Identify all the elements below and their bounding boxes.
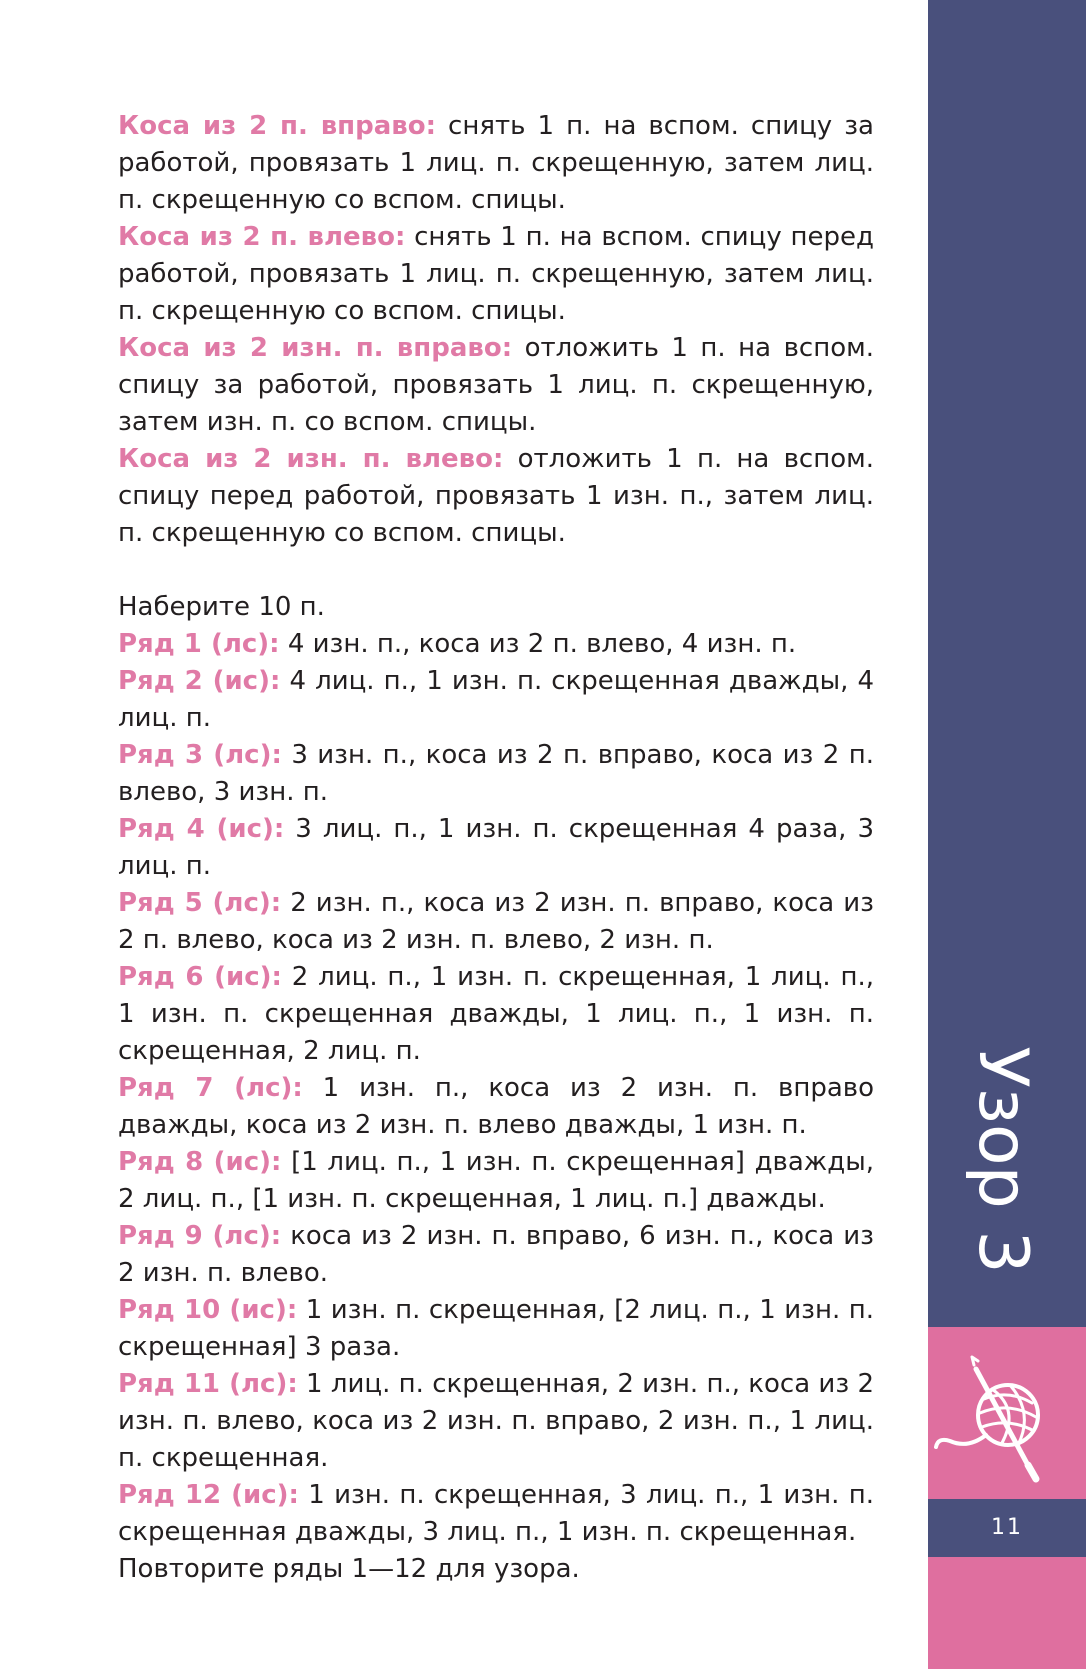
row-instruction-3 bbox=[118, 737, 874, 811]
row-label: Ряд 8 (ис): bbox=[118, 1147, 282, 1177]
row-label: Ряд 12 (ис): bbox=[118, 1480, 299, 1510]
row-instruction-4 bbox=[118, 811, 874, 885]
row-instruction-7 bbox=[118, 1070, 874, 1144]
term-description: отложить 1 п. на вспом. спицу за работой, провязать 1 лиц. п. скрещенную, затем изн. п. со вспом. спицы. bbox=[118, 333, 874, 437]
term-description: отложить 1 п. на вспом. спицу перед работой, провязать 1 изн. п., затем лиц. п. скрещенную со вспом. спицы. bbox=[118, 444, 874, 548]
row-text: 3 изн. п., коса из 2 п. вправо, коса из 2 п. влево, 3 изн. п. bbox=[118, 740, 874, 807]
row-label: Ряд 3 (лс): bbox=[118, 740, 282, 770]
row-label: Ряд 11 (лс): bbox=[118, 1369, 298, 1399]
chapter-sidebar bbox=[928, 0, 1086, 1669]
row-instruction-8 bbox=[118, 1144, 874, 1218]
term-label: Коса из 2 изн. п. влево: bbox=[118, 444, 504, 474]
repeat-instruction: Повторите ряды 1—12 для узора. bbox=[118, 1554, 580, 1584]
row-instruction-9 bbox=[118, 1218, 874, 1292]
row-label: Ряд 7 (лс): bbox=[118, 1073, 303, 1103]
row-instruction-6 bbox=[118, 959, 874, 1070]
term-label: Коса из 2 изн. п. вправо: bbox=[118, 333, 513, 363]
cast-on-instruction: Наберите 10 п. bbox=[118, 592, 325, 622]
row-label: Ряд 5 (лс): bbox=[118, 888, 282, 918]
term-label: Коса из 2 п. влево: bbox=[118, 222, 406, 252]
term-label: Коса из 2 п. вправо: bbox=[118, 111, 436, 141]
paragraph-spacer bbox=[118, 552, 874, 589]
sidebar-bottom-band bbox=[928, 1557, 1086, 1669]
row-text: 1 изн. п. скрещенная, [2 лиц. п., 1 изн. п. скрещенная] 3 раза. bbox=[118, 1295, 874, 1362]
row-text: 1 изн. п. скрещенная, 3 лиц. п., 1 изн. п. скрещенная дважды, 3 лиц. п., 1 изн. п. скрещенная. bbox=[118, 1480, 874, 1547]
chapter-title: Узор 3 bbox=[963, 1046, 1042, 1274]
page-content bbox=[118, 108, 874, 1588]
row-instruction-5 bbox=[118, 885, 874, 959]
row-text: 4 лиц. п., 1 изн. п. скрещенная дважды, 4 лиц. п. bbox=[118, 666, 874, 733]
row-label: Ряд 1 (лс): bbox=[118, 629, 280, 659]
row-label: Ряд 9 (лс): bbox=[118, 1221, 282, 1251]
row-text: 2 изн. п., коса из 2 изн. п. вправо, коса из 2 п. влево, коса из 2 изн. п. влево, 2 изн. п. bbox=[118, 888, 875, 955]
row-label: Ряд 2 (ис): bbox=[118, 666, 281, 696]
row-text: 4 изн. п., коса из 2 п. влево, 4 изн. п. bbox=[279, 629, 797, 659]
row-text: [1 лиц. п., 1 изн. п. скрещенная] дважды, 2 лиц. п., [1 изн. п. скрещенная, 1 лиц. п.] дважды. bbox=[118, 1147, 874, 1214]
row-text: коса из 2 изн. п. вправо, 6 изн. п., коса из 2 изн. п. влево. bbox=[118, 1221, 875, 1288]
row-label: Ряд 4 (ис): bbox=[118, 814, 285, 844]
intro-paragraph-2 bbox=[118, 219, 874, 330]
row-instruction-10 bbox=[118, 1292, 874, 1366]
row-instruction-2 bbox=[118, 663, 874, 737]
row-label: Ряд 6 (ис): bbox=[118, 962, 282, 992]
intro-paragraph-3 bbox=[118, 330, 874, 441]
row-instruction-11 bbox=[118, 1366, 874, 1477]
term-description: снять 1 п. на вспом. спицу за работой, провязать 1 лиц. п. скрещенную, затем лиц. п. скрещенную со вспом. спицы. bbox=[118, 111, 874, 215]
row-text: 3 лиц. п., 1 изн. п. скрещенная 4 раза, 3 лиц. п. bbox=[118, 814, 874, 881]
row-label: Ряд 10 (ис): bbox=[118, 1295, 298, 1325]
page-number: 11 bbox=[991, 1515, 1023, 1540]
yarn-ball-crochet-hook-icon bbox=[928, 1327, 1086, 1499]
row-text: 1 лиц. п. скрещенная, 2 изн. п., коса из 2 изн. п. влево, коса из 2 изн. п. вправо, 2 изн. п., 1 лиц. п. скрещенная. bbox=[118, 1369, 874, 1473]
intro-paragraph-1 bbox=[118, 108, 874, 219]
row-text: 1 изн. п., коса из 2 изн. п. вправо дважды, коса из 2 изн. п. влево дважды, 1 изн. п. bbox=[118, 1073, 875, 1140]
intro-paragraph-4 bbox=[118, 441, 874, 552]
row-instruction-12 bbox=[118, 1477, 874, 1551]
term-description: снять 1 п. на вспом. спицу перед работой, провязать 1 лиц. п. скрещенную, затем лиц. п. скрещенную со вспом. спицы. bbox=[118, 222, 874, 326]
row-text: 2 лиц. п., 1 изн. п. скрещенная, 1 лиц. п., 1 изн. п. скрещенная дважды, 1 лиц. п., 1 изн. п. скрещенная, 2 лиц. п. bbox=[118, 962, 874, 1066]
row-instruction-1 bbox=[118, 626, 874, 663]
